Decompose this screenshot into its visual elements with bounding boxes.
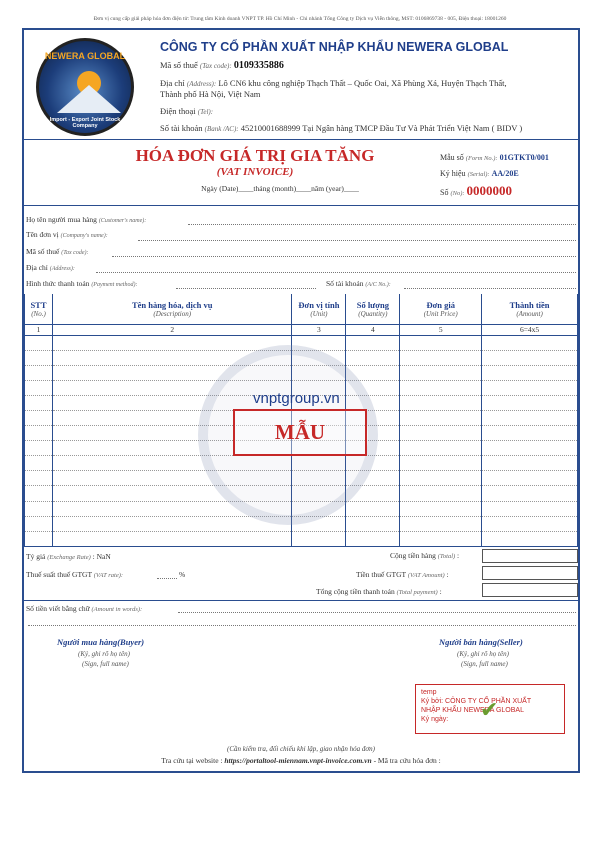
table-cell[interactable] [25,471,53,486]
form-label-en: (Form No.): [465,155,498,162]
table-cell[interactable] [400,501,482,516]
total-value-box [482,549,578,563]
column-numbering-row [25,324,578,335]
table-cell[interactable] [482,395,578,410]
seller-phone-row [160,106,213,117]
col-number-5: 5 [400,324,482,335]
table-cell[interactable] [292,531,346,546]
buyer-address-field[interactable] [96,272,576,273]
logo-mountain-icon [57,85,121,113]
sign-box-line1: temp [421,689,437,696]
logo-bottom-text: Import - Export Joint Stock Company [49,117,121,129]
sign-box-line2: Ký bởi: CÔNG TY CỔ PHẦN XUẤT [421,698,532,706]
table-cell[interactable] [400,486,482,501]
seller-bank-row [160,123,522,134]
table-cell[interactable] [482,441,578,456]
table-cell[interactable] [400,471,482,486]
table-cell[interactable] [400,531,482,546]
seller-phone-label: Điện thoại [160,106,196,116]
buyer-address-label: Địa chỉ (Address): [26,263,75,272]
total-label: Cộng tiền hàng (Total) : [390,551,460,560]
seller-address-line1: Lô CN6 khu công nghiệp Thạch Thất – Quốc Oai, Xã Phùng Xá, Huyện Thạch Thất, [218,78,507,88]
amount-in-words-field[interactable] [178,612,576,613]
account-number-label: Số tài khoản (A/C No.): [326,279,391,288]
table-cell[interactable] [25,365,53,380]
payment-total-label: Tổng cộng tiền thanh toán (Total payment) : [316,587,442,596]
table-cell[interactable] [346,531,400,546]
table-cell[interactable] [25,441,53,456]
table-cell[interactable] [25,335,53,350]
invoice-date-line: Ngày (Date)____tháng (month)____năm (year)____ [201,184,359,193]
serial-row [440,169,519,178]
form-number: 01GTKT0/001 [499,153,549,162]
table-cell[interactable] [25,395,53,410]
table-cell[interactable] [25,531,53,546]
table-cell[interactable] [25,456,53,471]
buyer-sign-note: (Ký, ghi rõ họ tên) [78,650,130,658]
title-divider [24,205,578,206]
company-name-label: Tên đơn vị (Company's name): [26,230,108,239]
payment-method-label: Hình thức thanh toán (Payment method): [26,279,138,288]
table-cell[interactable] [25,501,53,516]
amount-in-words-field-2[interactable] [28,625,576,626]
table-cell[interactable] [482,516,578,531]
col-header-no: STT (No.) [25,294,53,324]
watermark-site: vnptgroup.vn [253,390,340,407]
vat-rate-field[interactable] [157,578,177,579]
customer-name-label: Họ tên người mua hàng (Customer's name): [26,215,147,224]
table-row [25,531,578,546]
logo-top-text: NEWERA GLOBAL [44,51,126,61]
seller-sign-note: (Ký, ghi rõ họ tên) [457,650,509,658]
amount-in-words-label: Số tiền viết bằng chữ (Amount in words): [26,604,143,613]
table-cell[interactable] [482,350,578,365]
vat-amount-box [482,566,578,580]
seller-bank-label-en: (Bank /AC): [204,125,239,133]
totals-divider [24,600,578,601]
col-number-2: 2 [52,324,292,335]
seller-address-label: Địa chỉ [160,78,185,88]
table-cell[interactable] [346,501,400,516]
sign-box-line3: NHẬP KHẨU NEWERA GLOBAL [421,707,524,715]
table-cell[interactable] [400,365,482,380]
seller-tax-code: 0109335886 [233,60,284,71]
table-cell[interactable] [25,486,53,501]
seller-address-line2: Thành phố Hà Nội, Việt Nam [160,88,261,99]
table-cell[interactable] [346,350,400,365]
table-cell[interactable] [482,380,578,395]
col-number-4: 4 [346,324,400,335]
seller-phone-label-en: (Tel): [197,108,214,116]
sample-stamp: MẪU [233,409,367,456]
checkmark-icon: ✔ [480,697,499,722]
table-cell[interactable] [346,335,400,350]
payment-method-field[interactable] [176,288,316,289]
lookup-suffix: - Mã tra cứu hóa đơn : [373,756,441,765]
table-cell[interactable] [482,456,578,471]
serial-label: Ký hiệu [440,169,466,178]
invoice-number: 0000000 [466,183,513,198]
sign-box-line4: Ký ngày: [421,716,449,724]
seller-bank-value: 45210001688999 Tại Ngân hàng TMCP Đầu Tư Và Phát Triển Việt Nam ( BIDV ) [240,123,523,133]
table-cell[interactable] [482,426,578,441]
serial-value: AA/20E [491,169,519,178]
col-header-unit-price: Đơn giá (Unit Price) [400,294,482,324]
table-cell[interactable] [482,410,578,425]
buyer-tax-field[interactable] [112,256,576,257]
footer-lookup [24,756,578,765]
col-header-description: Tên hàng hóa, dịch vụ (Description) [52,294,292,324]
seller-tax-label: Mã số thuế [160,60,198,70]
invoice-number-label: Số [440,188,449,197]
table-cell[interactable] [400,516,482,531]
seller-tax-row [160,60,284,73]
table-cell[interactable] [482,471,578,486]
col-header-amount: Thành tiền (Amount) [482,294,578,324]
table-cell[interactable] [25,350,53,365]
seller-address-row [160,78,570,99]
seller-bank-label: Số tài khoản [160,123,203,133]
table-cell[interactable] [482,501,578,516]
form-no-row [440,153,549,162]
table-cell[interactable] [52,335,292,350]
buyer-tax-label: Mã số thuế (Tax code): [26,247,89,256]
footer-note: (Cần kiểm tra, đối chiếu khi lập, giao nhận hóa đơn) [227,745,375,753]
seller-tax-label-en: (Tax code): [199,62,232,70]
seller-address-label-en: (Address): [186,80,217,88]
lookup-prefix: Tra cứu tại website : [161,756,223,765]
table-cell[interactable] [400,395,482,410]
buyer-sign-note-en: (Sign, full name) [82,660,129,668]
table-cell[interactable] [346,516,400,531]
col-header-unit: Đơn vị tính (Unit) [292,294,346,324]
header-divider [24,139,578,140]
provider-note: Đơn vị cung cấp giải pháp hóa đơn điện tử: Trung tâm Kinh doanh VNPT TP. Hồ Chí Minh - Chi nhánh Tổng Công ty Dịch vụ Viễn thông, MST: 0106869738 - 005, Điện thoại: 18001260 [93,16,507,22]
table-cell[interactable] [400,350,482,365]
seller-sign-note-en: (Sign, full name) [461,660,508,668]
invoice-subtitle: (VAT INVOICE) [216,166,294,178]
buyer-signature-title: Người mua hàng(Buyer) [57,637,145,647]
company-logo [36,38,134,136]
table-cell[interactable] [400,410,482,425]
table-cell[interactable] [482,335,578,350]
table-cell[interactable] [25,410,53,425]
table-cell[interactable] [400,441,482,456]
table-cell[interactable] [52,531,292,546]
vat-amount-label: Tiền thuế GTGT (VAT Amount) : [356,570,449,579]
table-cell[interactable] [482,365,578,380]
invoice-number-label-en: (No): [450,190,465,197]
table-cell[interactable] [25,426,53,441]
serial-label-en: (Serial): [467,171,490,178]
table-cell[interactable] [400,456,482,471]
vat-rate-percent: % [179,570,186,579]
table-cell[interactable] [482,486,578,501]
company-name-field[interactable] [138,240,576,241]
exchange-rate-label: Tỷ giá (Exchange Rate) : NaN [26,552,111,561]
payment-total-box [482,583,578,597]
vat-rate-label: Thuế suất thuế GTGT (VAT rate): [26,570,124,579]
table-cell[interactable] [482,531,578,546]
customer-name-field[interactable] [188,224,576,225]
col-header-quantity: Số lượng (Quantity) [346,294,400,324]
invoice-number-row [440,183,512,199]
col-number-1: 1 [25,324,53,335]
table-cell[interactable] [25,380,53,395]
table-cell[interactable] [400,335,482,350]
seller-company-name: CÔNG TY CỔ PHẦN XUẤT NHẬP KHẨU NEWERA GLOBAL [160,40,509,54]
table-cell[interactable] [25,516,53,531]
table-cell[interactable] [400,426,482,441]
lookup-url[interactable]: https://portaltool-miennam.vnpt-invoice.com.vn [224,756,372,765]
invoice-title: HÓA ĐƠN GIÁ TRỊ GIA TĂNG [135,146,375,165]
col-number-3: 3 [292,324,346,335]
table-cell[interactable] [400,380,482,395]
col-number-6: 6=4x5 [482,324,578,335]
form-label: Mẫu số [440,153,464,162]
seller-signature-title: Người bán hàng(Seller) [439,637,523,647]
account-number-field[interactable] [404,288,576,289]
